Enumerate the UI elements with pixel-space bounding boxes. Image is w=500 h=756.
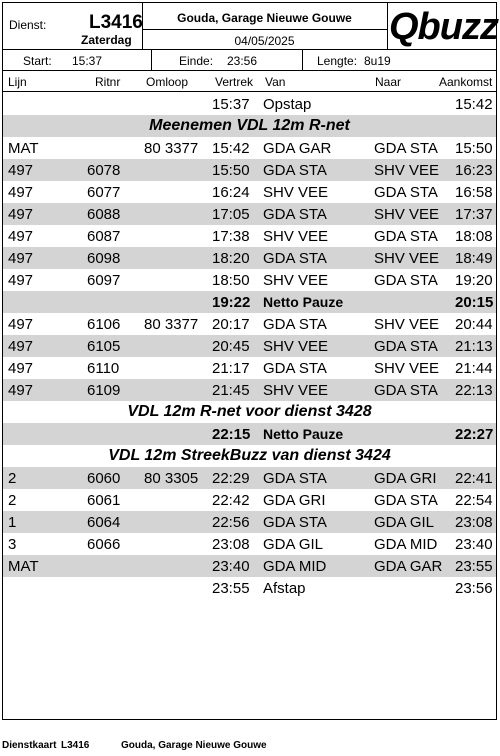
trip-row — [3, 335, 496, 357]
cell-vertrek: 15:50 — [212, 162, 250, 179]
cell-aankomst: 18:08 — [455, 228, 493, 245]
cell-naar: SHV VEE — [374, 360, 440, 377]
cell-vertrek: 23:55 — [212, 580, 250, 597]
cell-lijn: 2 — [8, 492, 17, 509]
cell-naar: GDA STA — [374, 228, 438, 245]
cell-van: GDA GIL — [263, 536, 324, 553]
cell-vertrek: 17:05 — [212, 206, 250, 223]
cell-aankomst: 23:55 — [455, 558, 493, 575]
cell-ritnr: 6077 — [87, 184, 121, 201]
cell-aankomst: 21:13 — [455, 338, 493, 355]
trip-row — [3, 247, 496, 269]
cell-vertrek: 23:08 — [212, 536, 250, 553]
cell-van: GDA STA — [263, 250, 327, 267]
col-omloop: Omloop — [146, 75, 189, 89]
cell-lijn: 3 — [8, 536, 17, 553]
col-aankomst: Aankomst — [439, 75, 493, 89]
cell-omloop: 80 3305 — [144, 470, 199, 487]
cell-naar: GDA STA — [374, 338, 438, 355]
cell-omloop: 80 3377 — [144, 140, 199, 157]
lengte-label: Lengte: — [317, 54, 358, 68]
col-lijn: Lijn — [8, 75, 27, 89]
cell-vertrek: 15:42 — [212, 140, 250, 157]
cell-aankomst: 20:15 — [455, 294, 494, 311]
footer-code: L3416 — [61, 740, 90, 751]
cell-ritnr: 6098 — [87, 250, 121, 267]
section-header: VDL 12m R-net voor dienst 3428 — [127, 403, 372, 420]
cell-van: GDA STA — [263, 206, 327, 223]
cell-ritnr: 6064 — [87, 514, 121, 531]
cell-naar: GDA STA — [374, 184, 438, 201]
cell-van: SHV VEE — [263, 228, 329, 245]
cell-van: GDA STA — [263, 470, 327, 487]
section-header: VDL 12m StreekBuzz van dienst 3424 — [108, 447, 391, 464]
cell-van: GDA GAR — [263, 140, 332, 157]
qbuzz-logo: Qbuzz — [389, 6, 498, 48]
cell-van: GDA STA — [263, 162, 327, 179]
cell-aankomst: 15:50 — [455, 140, 493, 157]
cell-vertrek: 20:45 — [212, 338, 250, 355]
einde-value: 23:56 — [227, 54, 258, 68]
depot-title: Gouda, Garage Nieuwe Gouwe — [177, 11, 352, 25]
cell-van: GDA STA — [263, 514, 327, 531]
trip-row — [3, 357, 496, 379]
cell-ritnr: 6061 — [87, 492, 121, 509]
trip-row — [3, 93, 496, 115]
col-naar: Naar — [375, 75, 402, 89]
cell-van: Opstap — [263, 96, 312, 113]
cell-van: GDA GRI — [263, 492, 326, 509]
cell-naar: SHV VEE — [374, 250, 440, 267]
cell-van: Afstap — [263, 580, 306, 597]
cell-vertrek: 18:20 — [212, 250, 250, 267]
dienst-code: L3416 — [89, 12, 143, 33]
cell-ritnr: 6105 — [87, 338, 121, 355]
trip-row — [3, 489, 496, 511]
cell-naar: GDA GAR — [374, 558, 443, 575]
cell-van: GDA STA — [263, 316, 327, 333]
trip-row — [3, 467, 496, 489]
cell-vertrek: 18:50 — [212, 272, 250, 289]
dienst-label: Dienst: — [9, 18, 47, 32]
trip-row — [3, 225, 496, 247]
cell-vertrek: 22:42 — [212, 492, 250, 509]
trip-row — [3, 203, 496, 225]
cell-lijn: 497 — [8, 272, 34, 289]
cell-lijn: 497 — [8, 316, 34, 333]
cell-aankomst: 23:40 — [455, 536, 493, 553]
cell-lijn: 497 — [8, 184, 34, 201]
cell-aankomst: 15:42 — [455, 96, 493, 113]
cell-lijn: 497 — [8, 206, 34, 223]
trip-row — [3, 511, 496, 533]
pause-row — [3, 423, 496, 445]
cell-ritnr: 6066 — [87, 536, 121, 553]
einde-label: Einde: — [179, 54, 214, 68]
cell-lijn: 497 — [8, 162, 34, 179]
cell-aankomst: 22:27 — [455, 426, 494, 443]
cell-vertrek: 22:15 — [212, 426, 251, 443]
trip-row — [3, 137, 496, 159]
shift-times — [3, 50, 496, 71]
cell-vertrek: 21:45 — [212, 382, 250, 399]
cell-ritnr: 6097 — [87, 272, 121, 289]
cell-aankomst: 22:54 — [455, 492, 493, 509]
cell-van: GDA STA — [263, 360, 327, 377]
cell-van: Netto Pauze — [263, 426, 344, 442]
column-headers — [3, 71, 496, 92]
cell-ritnr: 6060 — [87, 470, 121, 487]
cell-aankomst: 16:58 — [455, 184, 493, 201]
cell-lijn: 497 — [8, 382, 34, 399]
cell-van: Netto Pauze — [263, 294, 344, 310]
col-van: Van — [265, 75, 286, 89]
start-value: 15:37 — [72, 54, 103, 68]
cell-naar: SHV VEE — [374, 206, 440, 223]
cell-naar: GDA GIL — [374, 514, 435, 531]
cell-van: GDA MID — [263, 558, 327, 575]
day-label: Zaterdag — [81, 33, 132, 47]
cell-lijn: MAT — [8, 558, 39, 575]
cell-lijn: 1 — [8, 514, 17, 531]
cell-naar: GDA MID — [374, 536, 438, 553]
cell-naar: GDA STA — [374, 140, 438, 157]
trip-row — [3, 313, 496, 335]
trip-row — [3, 379, 496, 401]
pause-row — [3, 291, 496, 313]
cell-aankomst: 23:56 — [455, 580, 493, 597]
cell-vertrek: 19:22 — [212, 294, 251, 311]
footer-title: Dienstkaart — [2, 740, 57, 751]
trip-row — [3, 181, 496, 203]
cell-aankomst: 23:08 — [455, 514, 493, 531]
cell-lijn: 497 — [8, 228, 34, 245]
cell-vertrek: 21:17 — [212, 360, 250, 377]
cell-ritnr: 6110 — [87, 360, 120, 377]
trip-row — [3, 159, 496, 181]
cell-naar: SHV VEE — [374, 316, 440, 333]
cell-van: SHV VEE — [263, 184, 329, 201]
cell-ritnr: 6078 — [87, 162, 121, 179]
footer-depot: Gouda, Garage Nieuwe Gouwe — [121, 740, 267, 751]
trip-row — [3, 555, 496, 577]
cell-aankomst: 18:49 — [455, 250, 493, 267]
cell-naar: GDA STA — [374, 382, 438, 399]
cell-aankomst: 20:44 — [455, 316, 493, 333]
cell-naar: GDA GRI — [374, 470, 437, 487]
cell-ritnr: 6088 — [87, 206, 121, 223]
col-ritnr: Ritnr — [95, 75, 121, 89]
cell-naar: GDA STA — [374, 492, 438, 509]
cell-lijn: 497 — [8, 360, 34, 377]
cell-van: SHV VEE — [263, 382, 329, 399]
col-vertrek: Vertrek — [215, 75, 254, 89]
dienstkaart — [2, 2, 497, 720]
cell-vertrek: 23:40 — [212, 558, 250, 575]
cell-vertrek: 15:37 — [212, 96, 250, 113]
cell-vertrek: 20:17 — [212, 316, 250, 333]
trip-row — [3, 533, 496, 555]
section-header: Meenemen VDL 12m R-net — [3, 115, 496, 137]
cell-lijn: 2 — [8, 470, 17, 487]
cell-vertrek: 17:38 — [212, 228, 250, 245]
header — [3, 3, 496, 50]
trip-row — [3, 577, 496, 599]
cell-aankomst: 19:20 — [455, 272, 493, 289]
lengte-value: 8u19 — [364, 54, 391, 68]
cell-aankomst: 21:44 — [455, 360, 493, 377]
cell-ritnr: 6109 — [87, 382, 121, 399]
cell-ritnr: 6087 — [87, 228, 121, 245]
cell-naar: SHV VEE — [374, 162, 440, 179]
cell-omloop: 80 3377 — [144, 316, 199, 333]
cell-lijn: 497 — [8, 338, 34, 355]
cell-aankomst: 22:13 — [455, 382, 493, 399]
start-label: Start: — [23, 54, 52, 68]
cell-aankomst: 17:37 — [455, 206, 493, 223]
cell-ritnr: 6106 — [87, 316, 121, 333]
trip-row — [3, 269, 496, 291]
cell-vertrek: 16:24 — [212, 184, 250, 201]
date-label: 04/05/2025 — [234, 34, 295, 48]
cell-van: SHV VEE — [263, 338, 329, 355]
cell-lijn: 497 — [8, 250, 34, 267]
cell-van: SHV VEE — [263, 272, 329, 289]
cell-aankomst: 16:23 — [455, 162, 493, 179]
cell-naar: GDA STA — [374, 272, 438, 289]
cell-lijn: MAT — [8, 140, 39, 157]
cell-vertrek: 22:56 — [212, 514, 250, 531]
cell-aankomst: 22:41 — [455, 470, 493, 487]
cell-vertrek: 22:29 — [212, 470, 250, 487]
